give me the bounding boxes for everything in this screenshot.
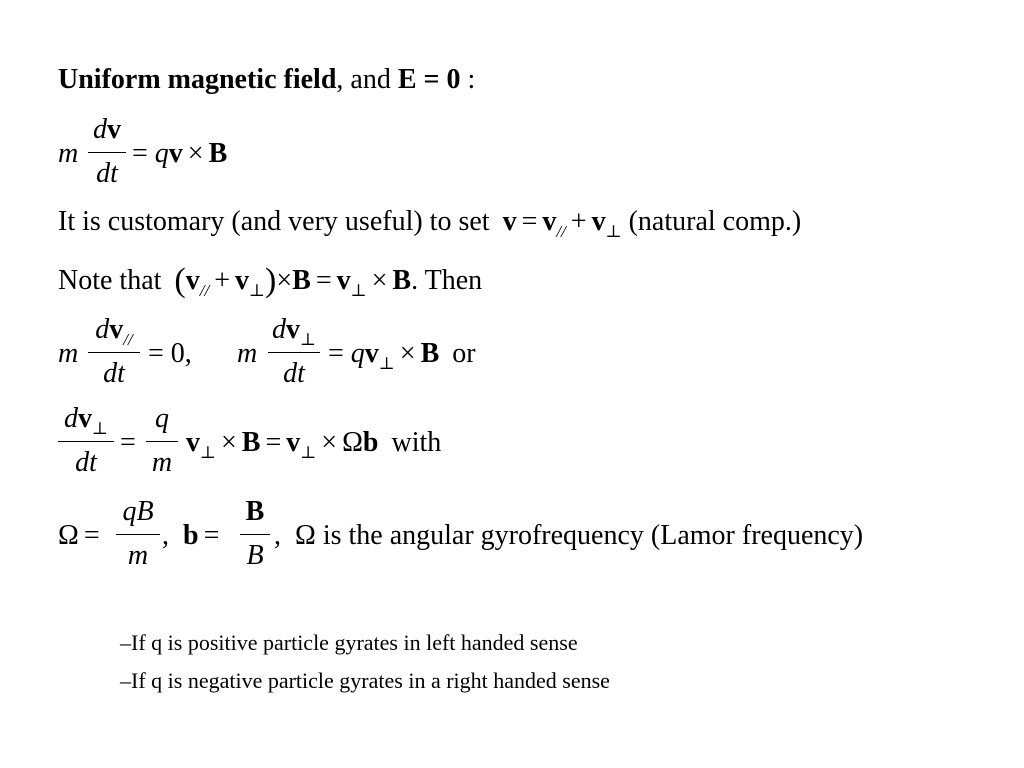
- fraction-bar: [88, 152, 126, 153]
- eq3-q: q: [155, 403, 169, 434]
- slide-heading: [58, 66, 475, 94]
- eq3-denominator: dt: [75, 447, 97, 478]
- eq4-denominator-m: m: [127, 540, 149, 571]
- heading-condition: E = 0: [397, 64, 461, 95]
- eq2-mass-1: m: [58, 338, 79, 369]
- fraction-bar: [146, 441, 178, 442]
- eq3-m: m: [151, 447, 173, 478]
- eq1-numerator: dv: [93, 114, 121, 145]
- customary-line: [58, 206, 802, 241]
- eq1-denominator: dt: [96, 158, 118, 189]
- eq2-fraction-perpendicular: [268, 316, 320, 392]
- eq3-with: with: [391, 427, 442, 458]
- eq3-equals: =: [120, 427, 136, 458]
- eq2-or: or: [452, 338, 476, 369]
- eq4-fraction-B-over-B: [240, 498, 270, 574]
- note-text: Note that: [58, 265, 162, 296]
- eq2-fraction-parallel: [88, 316, 140, 392]
- eq4-fraction-qB-over-m: [116, 498, 160, 574]
- customary-note: (natural comp.): [628, 206, 802, 237]
- fraction-bar: [268, 352, 320, 353]
- eq1-rhs: = qv × B: [132, 138, 228, 169]
- eq4-description: , Ω is the angular gyrofrequency (Lamor frequency): [274, 520, 864, 551]
- eq4-denominator-B: B: [246, 540, 264, 571]
- note-line: [58, 262, 483, 300]
- note-expression: $(v_{//} + v_\perp)\times B = v_\perp \times B$: [174, 262, 412, 300]
- heading-colon: :: [467, 64, 476, 95]
- fraction-bar: [116, 534, 160, 535]
- heading-title: Uniform magnetic field: [58, 64, 337, 95]
- eq2-numerator-parallel: $dv_{//}$: [95, 314, 133, 349]
- eq3-fraction-dv: [58, 405, 114, 481]
- eq4-numerator-B: B: [245, 496, 265, 527]
- fraction-bar: [58, 441, 114, 442]
- eq4-numerator-qB: qB: [122, 496, 154, 527]
- customary-text: It is customary (and very useful) to set: [58, 206, 490, 237]
- fraction-bar: [88, 352, 140, 353]
- bullet-positive-charge: –If q is positive particle gyrates in left handed sense: [120, 630, 578, 655]
- eq4-b-def: , b =: [162, 520, 220, 551]
- eq2-parallel-result: = 0,: [148, 338, 192, 369]
- eq2-denominator-parallel: dt: [103, 358, 125, 389]
- eq4-text: is the angular gyrofrequency (Lamor frequency): [322, 520, 864, 551]
- eq3-fraction-q-over-m: [146, 405, 178, 481]
- eq2-numerator-perpendicular: $dv_\perp$: [272, 314, 316, 349]
- eq4-omega: Ω =: [58, 520, 100, 551]
- eq3-rhs: $v_\perp \times B = v_\perp \times \Omega b$ with: [186, 427, 442, 462]
- customary-expression: $v = v_{//} + v_\perp$: [502, 206, 622, 241]
- eq3-numerator: $dv_\perp$: [64, 403, 108, 438]
- fraction-bar: [240, 534, 270, 535]
- eq2-perpendicular-rhs: = $qv_\perp \times B$ or: [328, 338, 476, 373]
- bullet-negative-charge: –If q is negative particle gyrates in a right handed sense: [120, 668, 610, 693]
- note-tail: . Then: [411, 265, 483, 296]
- eq1-fraction: [88, 116, 126, 192]
- eq2-denominator-perpendicular: dt: [283, 358, 305, 389]
- heading-and: , and: [336, 64, 391, 95]
- eq1-mass: m: [58, 138, 79, 169]
- eq2-mass-2: m: [237, 338, 258, 369]
